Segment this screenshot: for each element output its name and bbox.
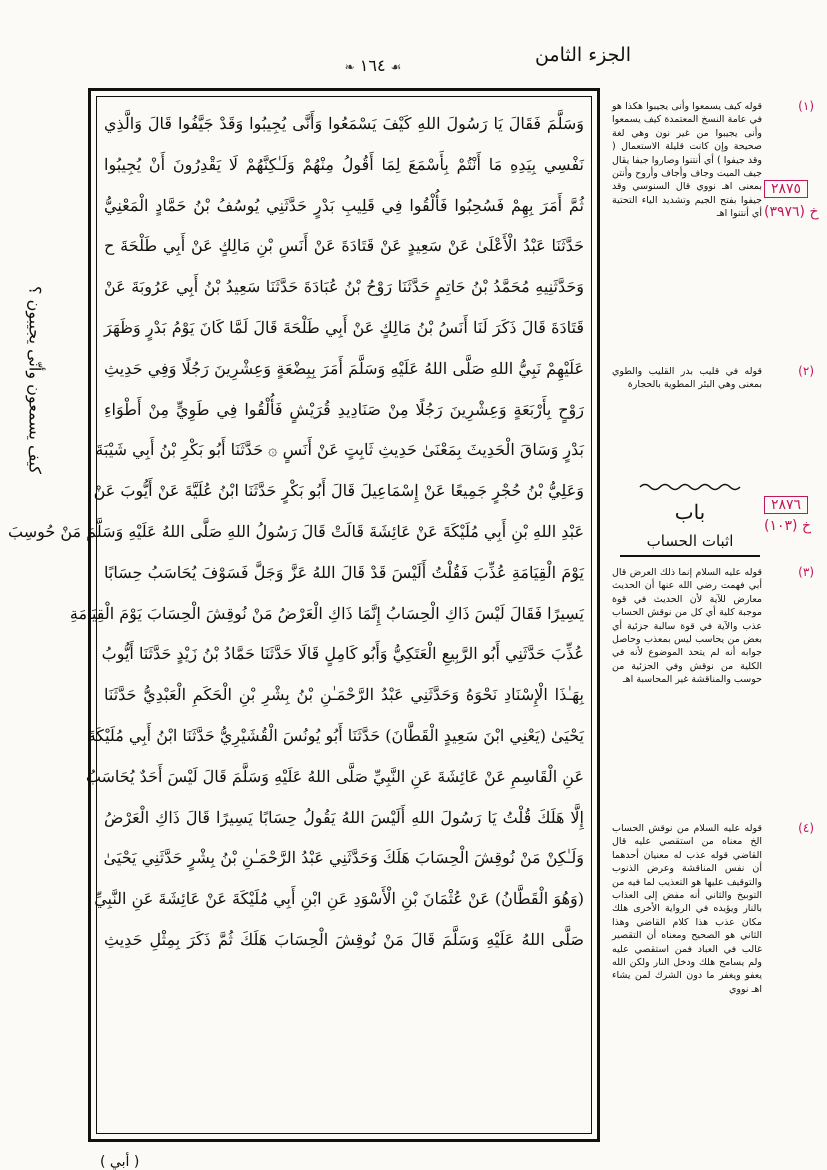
footnote-number: (٤): [798, 821, 814, 835]
text-line: بِهَـٰذَا الْإِسْنَادِ نَحْوَهُ وَحَدَّثَنِي عَبْدُ الرَّحْمَـٰنِ بْنُ بِشْرِ بْنِ الْحَكَمِ الْعَبْدِيُّ حَدَّثَنَا: [104, 685, 584, 705]
ornament-right-icon: ☙: [390, 60, 402, 74]
bukhari-ref: خ (١٠٣): [764, 518, 811, 534]
text-line: رَوْحٍ بِأَرْبَعَةٍ وَعِشْرِينَ رَجُلًا مِنْ صَنَادِيدِ قُرَيْشٍ فَأُلْقُوا فِي طَوِيٍّ مِنْ أَطْوَاءِ: [104, 399, 584, 419]
footnote-text: قوله عليه السلام من نوقش الحساب الخ معناه من استقصي عليه قال القاضي قوله عذب له معنيان أحدهما أن نفس المناقشة وعرض الذنوب والتوقيف عليها هو التعذيب لما فيه من التوبيخ والثاني أنه مفض إلى العذاب بالنار ويؤيده في الرواية الأخرى هلك مكان عذب هذا كلام القاضي وهذا الثاني هو الصحيح ومعناه أن التقصير غالب في العباد فمن استقصي عليه ولم يسامح هلك ودخل النار ولكن الله يعفو ويغفر ما دون الشرك لمن يشاء اهـ نووي: [612, 823, 762, 995]
hadith-number-badge: ٢٨٧٥: [764, 180, 808, 198]
footnote-text: قوله عليه السلام إنما ذلك العرض قال أبي فهمت رضي الله عنها أن الحديث معارض للآية لأن الحديث في قوة موجبة كلية أي كل من نوقش الحساب عذب والآية في قوة سالبة جزئية أي بعض من يحاسب ليس بمعذب وحاصل جوابه أنه لم يتحد الموضوع لأنه في الكلية من نوقش وفي الجزئية من حوسب والمناقشة غير المحاسبة اهـ: [612, 567, 762, 686]
page-number-value: ١٦٤: [359, 56, 386, 75]
text-line: عُذِّبَ حَدَّثَنِي أَبُو الرَّبِيعِ الْعَتَكِيُّ وَأَبُو كَامِلٍ قَالَا حَدَّثَنَا حَمَّادُ بْنُ زَيْدٍ حَدَّثَنَا أَيُّوبُ: [101, 644, 584, 664]
side-title-text: كيف يسمعون وأنّى يجيبون ؟: [25, 286, 45, 474]
text-line: صَلَّى اللهُ عَلَيْهِ وَسَلَّمَ قَالَ مَنْ نُوقِشَ الْحِسَابَ هَلَكَ ثُمَّ ذَكَرَ بِمِثْلِ حَدِيثِ: [104, 929, 584, 949]
text-line: ثُمَّ أَمَرَ بِهِمْ فَسُحِبُوا فَأُلْقُوا فِي قَلِيبِ بَدْرٍ حَدَّثَنِي يُوسُفُ بْنُ حَمَّادٍ الْمَعْنِيُّ: [104, 195, 584, 215]
footnote-number: (١): [798, 99, 814, 113]
text-line: عَلَيْهِمْ نَبِيُّ اللهِ صَلَّى اللهُ عَلَيْهِ وَسَلَّمَ أَمَرَ بِبِضْعَةٍ وَعِشْرِينَ رَجُلًا وَفِي حَدِيثِ: [104, 358, 584, 378]
text-line: وَعَلِيُّ بْنُ حُجْرٍ جَمِيعًا عَنْ إِسْمَاعِيلَ قَالَ أَبُو بَكْرٍ حَدَّثَنَا ابْنُ عُلَيَّةَ عَنْ أَيُّوبَ عَنْ: [93, 481, 584, 501]
text-line: يَسِيرًا فَقَالَ لَيْسَ ذَاكِ الْحِسَابُ إِنَّمَا ذَاكِ الْعَرْضُ مَنْ نُوقِشَ الْحِسَابَ يَوْمَ الْقِيَامَةِ: [69, 603, 584, 623]
footer-catchword: ( أبي ): [100, 1154, 140, 1170]
footnote-number: (٣): [798, 565, 814, 579]
text-line: إِلَّا هَلَكَ قُلْتُ يَا رَسُولَ اللهِ أَلَيْسَ اللهُ يَقُولُ حِسَابًا يَسِيرًا قَالَ ذَاكِ الْعَرْضُ: [104, 807, 584, 827]
footnote-text: قوله في قليب بدر القليب والطوي بمعنى وهي البئر المطوية بالحجارة: [612, 366, 762, 391]
divider-wave-icon: [640, 482, 740, 492]
text-line: حَدَّثَنَا عَبْدُ الْأَعْلَىٰ عَنْ سَعِيدٍ عَنْ قَتَادَةَ عَنْ أَنَسِ بْنِ مَالِكٍ عَنْ أَبِي طَلْحَةَ ح: [104, 236, 584, 256]
chapter-rule: [620, 555, 760, 557]
footnote-3: [612, 565, 814, 687]
text-line: عَبْدِ اللهِ بْنِ أَبِي مُلَيْكَةَ عَنْ عَائِشَةَ قَالَتْ قَالَ رَسُولُ اللهِ صَلَّى اللهُ عَلَيْهِ وَسَلَّمَ مَنْ حُوسِبَ: [7, 521, 584, 541]
text-line: قَتَادَةَ قَالَ ذَكَرَ لَنَا أَنَسُ بْنُ مَالِكٍ عَنْ أَبِي طَلْحَةَ قَالَ لَمَّا كَانَ يَوْمُ بَدْرٍ وَظَهَرَ: [104, 317, 584, 337]
text-line: عَنِ الْقَاسِمِ عَنْ عَائِشَةَ عَنِ النَّبِيِّ صَلَّى اللهُ عَلَيْهِ وَسَلَّمَ قَالَ لَيْسَ أَحَدٌ يُحَاسَبُ: [85, 766, 584, 786]
text-line: وَلَـٰكِنْ مَنْ نُوقِشَ الْحِسَابَ هَلَكَ وَحَدَّثَنِي عَبْدُ الرَّحْمَـٰنِ بْنُ بِشْرٍ حَدَّثَنِي يَحْيَىٰ: [103, 848, 584, 868]
footnote-number: (٢): [798, 364, 814, 378]
text-line: يَوْمَ الْقِيَامَةِ عُذِّبَ فَقُلْتُ أَلَيْسَ قَدْ قَالَ اللهُ عَزَّ وَجَلَّ فَسَوْفَ يُحَاسَبُ حِسَابًا: [104, 562, 584, 582]
text-line: وَحَدَّثَنِيهِ مُحَمَّدُ بْنُ حَاتِمٍ حَدَّثَنَا رَوْحُ بْنُ عُبَادَةَ حَدَّثَنَا سَعِيدُ بْنُ أَبِي عَرُوبَةَ عَنْ: [104, 277, 584, 297]
footnote-text: قوله كيف يسمعوا وأنى يجيبوا هكذا هو في عامة النسخ المعتمدة كيف يسمعوا وأنى يجيبوا من غير نون وهي لغة صحيحة وإن كانت قليلة الاستعمال ( وقد جيفوا ) أي أنتنوا وصاروا جيفا يقال جيف الميت وجاف وأجاف وأروح وأنتن بمعنى اهـ نووي قال السنوسي وقد جيفوا بفتح الجيم وتشديد الياء التحتية أي أنتنوا اهـ: [612, 101, 762, 220]
footnote-2: [612, 364, 814, 392]
hadith-number-badge: ٢٨٧٦: [764, 496, 808, 514]
text-line: بَدْرٍ وَسَاقَ الْحَدِيثَ بِمَعْنَىٰ حَدِيثِ ثَابِتٍ عَنْ أَنَسٍ ۞ حَدَّثَنَا أَبُو بَكْرِ بْنُ أَبِي شَيْبَةَ: [95, 440, 584, 460]
ornament-left-icon: ❧: [344, 60, 355, 74]
chapter-subtitle: اثبات الحساب: [646, 532, 734, 550]
part-title: الجزء الثامن: [534, 44, 631, 66]
bukhari-ref: خ (٣٩٧٦): [764, 204, 819, 220]
page-number: [318, 56, 428, 75]
text-line: يَحْيَىٰ (يَعْنِي ابْنَ سَعِيدٍ الْقَطَّانَ) حَدَّثَنَا أَبُو يُونُسَ الْقُشَيْرِيُّ حَدَّثَنَا ابْنُ أَبِي مُلَيْكَةَ: [87, 725, 584, 745]
side-title: [10, 110, 60, 650]
chapter-title: باب: [674, 500, 706, 524]
text-line: نَفْسِي بِيَدِهِ مَا أَنْتُمْ بِأَسْمَعَ لِمَا أَقُولُ مِنْهُمْ وَلَـٰكِنَّهُمْ لَا يَقْدِرُونَ أَنْ يُجِيبُوا: [104, 154, 584, 174]
text-line: وَسَلَّمَ فَقَالَ يَا رَسُولَ اللهِ كَيْفَ يَسْمَعُوا وَأَنَّى يُجِيبُوا وَقَدْ جَيَّفُوا قَالَ وَالَّذِي: [104, 114, 584, 133]
text-line: (وَهُوَ الْقَطَّانُ) عَنْ عُثْمَانَ بْنِ الْأَسْوَدِ عَنِ ابْنِ أَبِي مُلَيْكَةَ عَنْ عَائِشَةَ عَنِ النَّبِيِّ: [94, 889, 584, 909]
footnote-4: [612, 821, 814, 996]
